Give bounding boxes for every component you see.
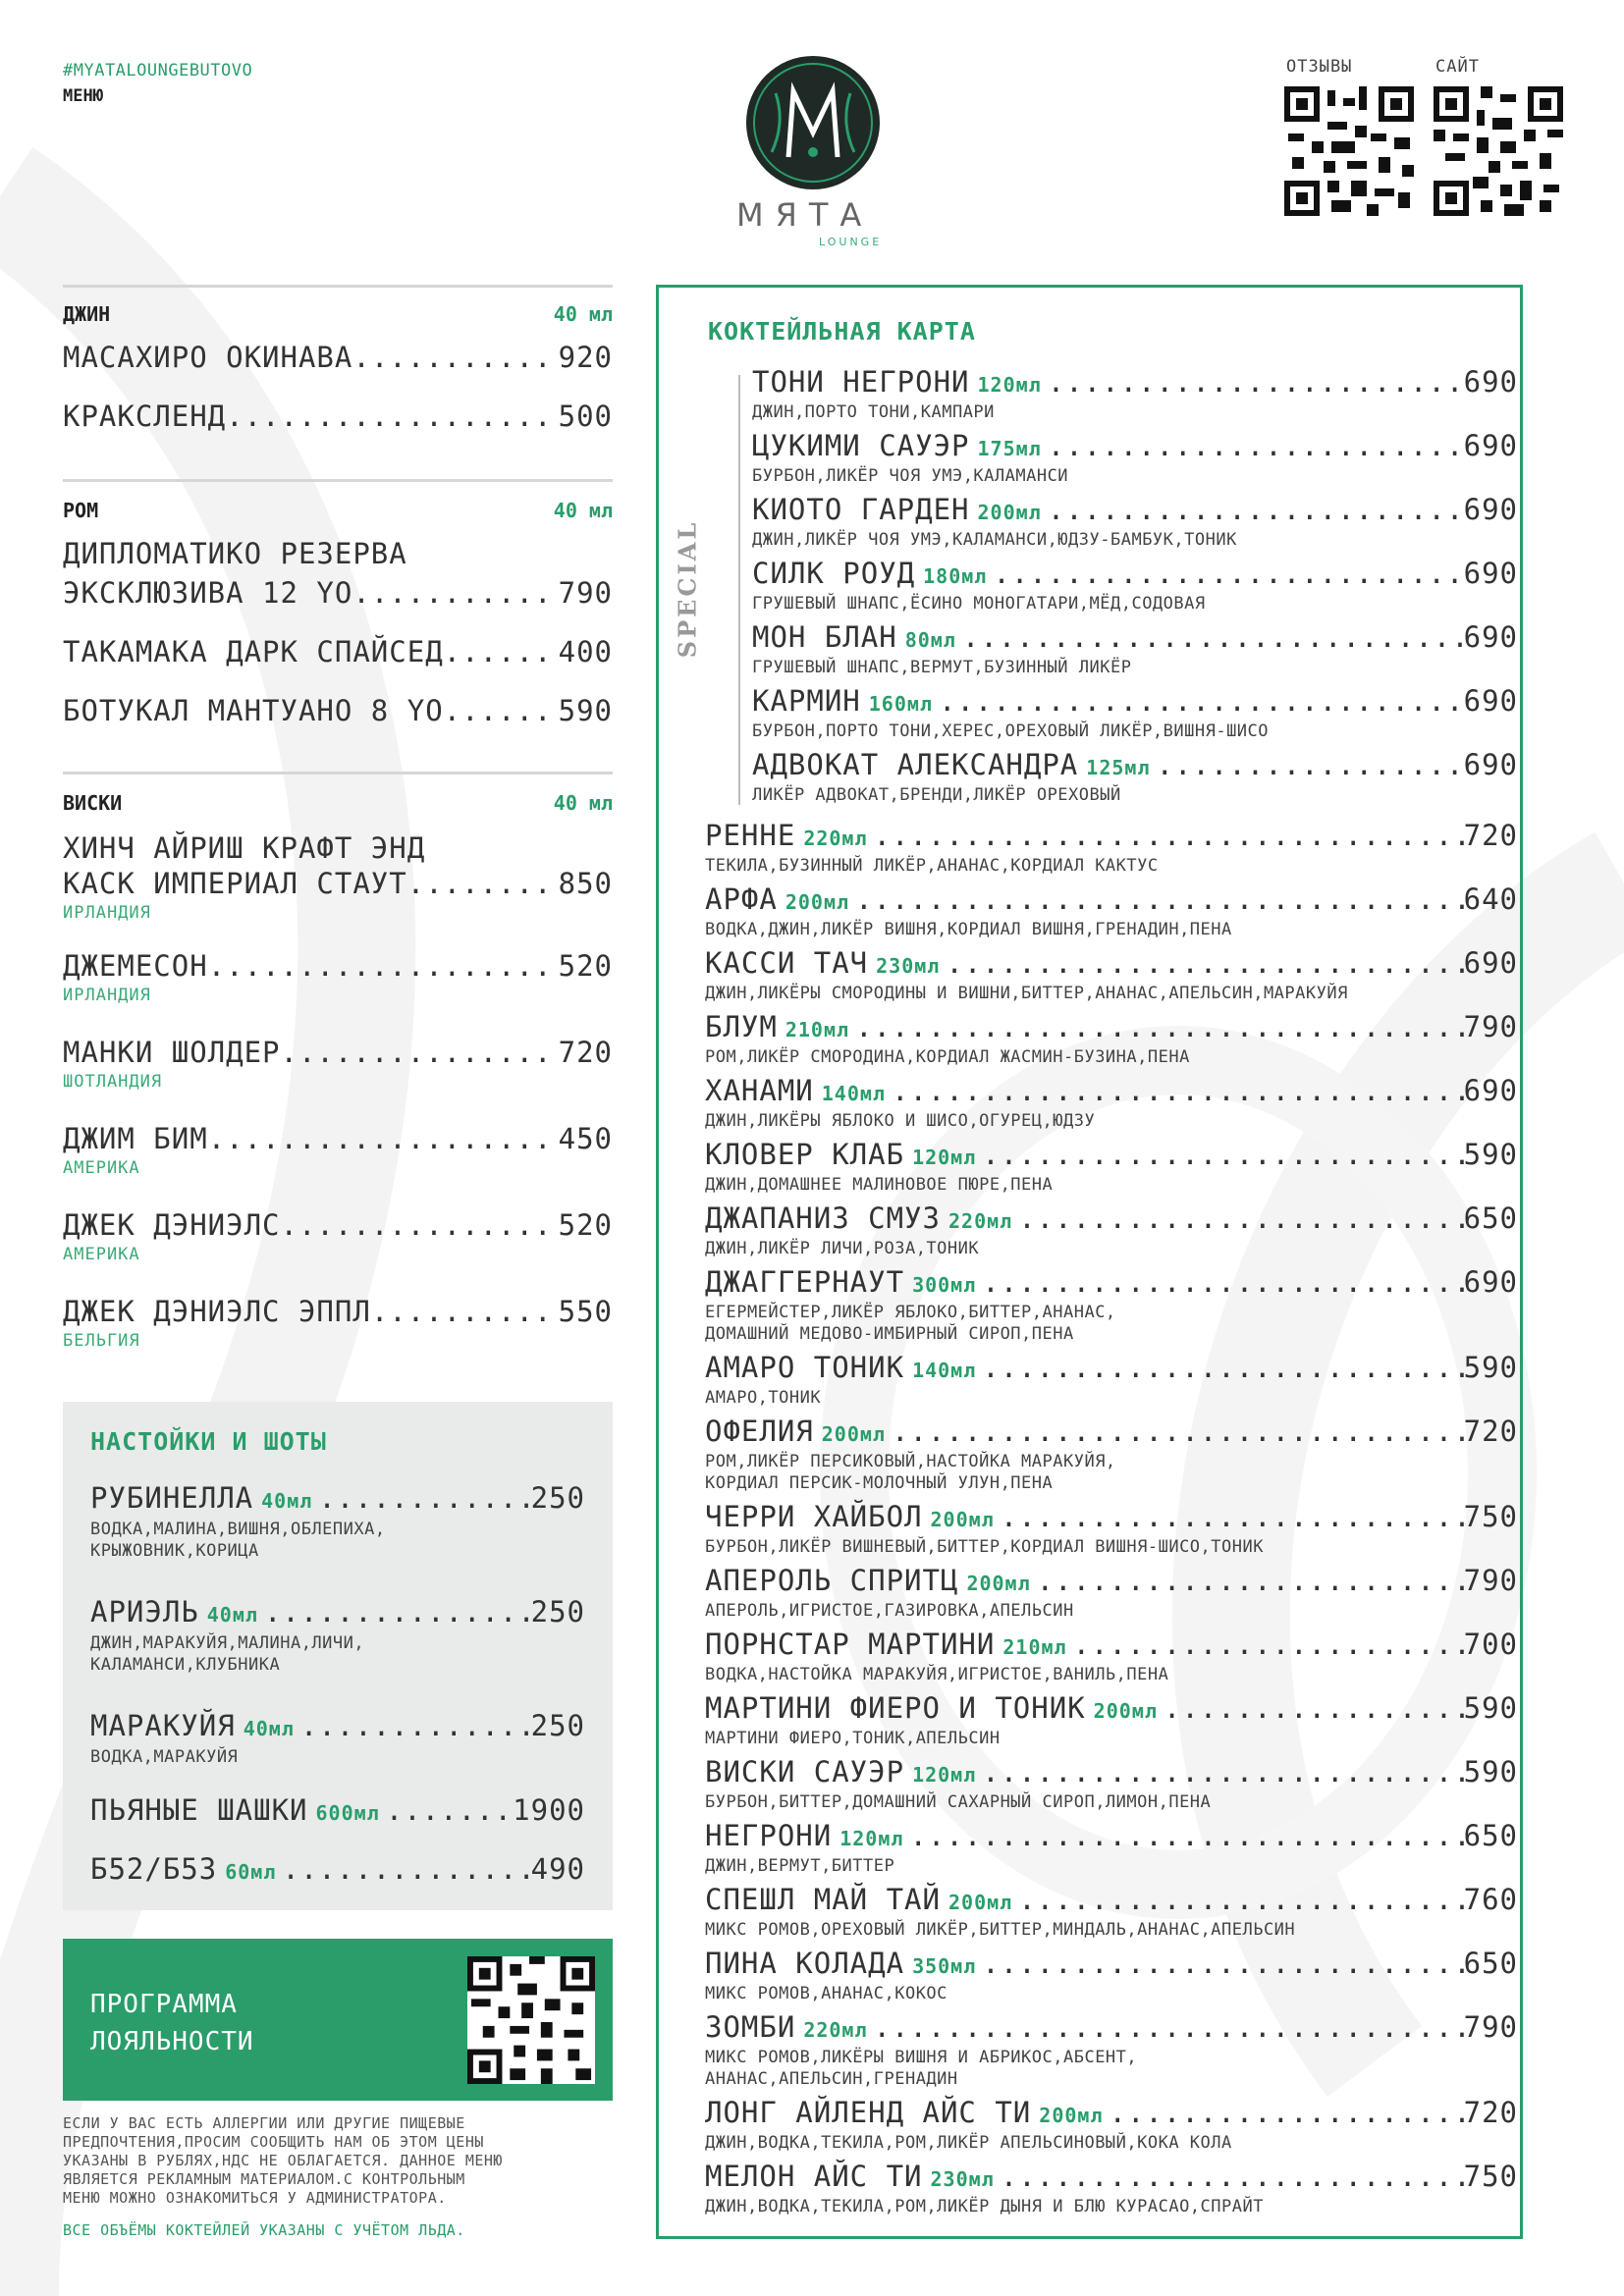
cocktail-item: [705, 1265, 1518, 1345]
price: 590: [1463, 1755, 1518, 1789]
cocktail-ingredients: МАРТИНИ ФИЕРО,ТОНИК,АПЕЛЬСИН: [705, 1729, 1001, 1748]
menu-item: МАНКИ ШОЛДЕР ..... 720 ШОТЛАНДИЯ: [63, 1035, 613, 1092]
cocktail-volume: 175мл: [977, 437, 1042, 460]
cocktail-name: АМАРО ТОНИК: [705, 1351, 905, 1384]
qr-code-loyalty-icon[interactable]: [467, 1956, 595, 2084]
loyalty-line2: ЛОЯЛЬНОСТИ: [90, 2027, 254, 2056]
cocktail-name: АРФА: [705, 882, 778, 916]
cocktail-name: ОФЕЛИЯ: [705, 1415, 814, 1448]
price: 920: [558, 341, 613, 374]
cocktail-name: БЛУМ: [705, 1010, 778, 1043]
cocktail-ingredients: РОМ,ЛИКЁР СМОРОДИНА,КОРДИАЛ ЖАСМИН-БУЗИНА,ПЕНА: [705, 1047, 1190, 1067]
cocktail-ingredients: АМАРО,ТОНИК: [705, 1388, 822, 1408]
cocktail-name: ЧЕРРИ ХАЙБОЛ: [705, 1500, 923, 1533]
cocktail-ingredients: БУРБОН,БИТТЕР,ДОМАШНИЙ САХАРНЫЙ СИРОП,ЛИМОН,ПЕНА: [705, 1792, 1212, 1812]
price: 520: [558, 949, 613, 983]
cocktail-name: ЦУКИМИ САУЭР: [752, 429, 970, 462]
price: 400: [558, 635, 613, 668]
cocktail-item: [705, 1883, 1518, 1941]
price: 690: [1463, 1265, 1518, 1299]
price: 520: [558, 1208, 613, 1242]
price: 490: [530, 1852, 585, 1886]
origin: АМЕРИКА: [63, 1158, 140, 1178]
rum-volume: 40 мл: [553, 499, 613, 522]
cocktail-item: [752, 748, 1518, 806]
loyalty-banner[interactable]: [63, 1939, 613, 2101]
cocktail-item: [705, 819, 1518, 877]
price: 250: [530, 1481, 585, 1515]
price: 1900: [513, 1793, 585, 1827]
price: 850: [558, 867, 613, 900]
cocktail-ingredients: ЛИКЁР АДВОКАТ,БРЕНДИ,ЛИКЁР ОРЕХОВЫЙ: [752, 785, 1121, 805]
cocktail-ingredients: ВОДКА,ДЖИН,ЛИКЁР ВИШНЯ,КОРДИАЛ ВИШНЯ,ГРЕНАДИН,ПЕНА: [705, 920, 1232, 939]
cocktail-name: СИЛК РОУД: [752, 557, 916, 590]
price: 250: [530, 1709, 585, 1742]
cocktail-volume: 200мл: [1039, 2104, 1104, 2127]
cocktail-item: [705, 1351, 1518, 1409]
price: 690: [1463, 429, 1518, 462]
cocktail-name: МОН БЛАН: [752, 620, 897, 654]
rum-header: [63, 499, 613, 522]
cocktail-item: [705, 1628, 1518, 1685]
cocktail-volume: 120мл: [912, 1763, 977, 1787]
cocktail-name: АДВОКАТ АЛЕКСАНДРА: [752, 748, 1079, 781]
price: 690: [1463, 684, 1518, 718]
origin: ШОТЛАНДИЯ: [63, 1072, 163, 1092]
whisky-volume: 40 мл: [553, 791, 613, 815]
cocktail-item: [705, 1415, 1518, 1494]
cocktail-item: [705, 2010, 1518, 2090]
cocktail-name: ЛОНГ АЙЛЕНД АЙС ТИ: [705, 2096, 1032, 2129]
loyalty-line1: ПРОГРАММА: [90, 1990, 238, 2019]
logo-emblem-icon: [744, 54, 882, 191]
cocktail-volume: 210мл: [785, 1018, 850, 1041]
cocktail-volume: 80мл: [904, 628, 956, 652]
rum-title: РОМ: [63, 499, 99, 522]
menu-item: ДЖИМ БИМ ..... 450 АМЕРИКА: [63, 1121, 613, 1178]
price: 700: [1463, 1628, 1518, 1661]
menu-item: МАСАХИРО ОКИНАВА ..... 920: [63, 340, 613, 375]
cocktail-ingredients: МИКС РОМОВ,ОРЕХОВЫЙ ЛИКЁР,БИТТЕР,МИНДАЛЬ,АНАНАС,АПЕЛЬСИН: [705, 1920, 1296, 1940]
cocktail-volume: 120мл: [839, 1827, 904, 1850]
gin-volume: 40 мл: [553, 302, 613, 326]
cocktail-volume: 180мл: [923, 564, 988, 588]
cocktail-name: МЕЛОН АЙС ТИ: [705, 2160, 923, 2193]
cocktail-ingredients: ДЖИН,ЛИКЁРЫ СМОРОДИНЫ И ВИШНИ,БИТТЕР,АНАНАС,АПЕЛЬСИН,МАРАКУЙЯ: [705, 984, 1348, 1003]
qr-reviews-label: ОТЗЫВЫ: [1286, 57, 1353, 77]
gin-title: ДЖИН: [63, 302, 111, 326]
qr-code-reviews-icon[interactable]: [1284, 86, 1414, 216]
cocktail-name: КАРМИН: [752, 684, 861, 718]
whisky-header: [63, 791, 613, 815]
price: 790: [558, 576, 613, 610]
cocktail-item: [705, 1947, 1518, 2004]
cocktail-item: [705, 1500, 1518, 1558]
cocktail-volume: 200мл: [821, 1422, 886, 1446]
price: 690: [1463, 1074, 1518, 1107]
price: 590: [1463, 1351, 1518, 1384]
cocktail-name: РЕННЕ: [705, 819, 796, 852]
price: 650: [1463, 1819, 1518, 1852]
cocktail-name: ВИСКИ САУЭР: [705, 1755, 905, 1789]
price: 760: [1463, 1883, 1518, 1916]
cocktail-ingredients: ТЕКИЛА,БУЗИННЫЙ ЛИКЁР,АНАНАС,КОРДИАЛ КАКТУС: [705, 856, 1159, 876]
cocktail-volume: 200мл: [977, 501, 1042, 524]
menu-item: ХИНЧ АЙРИШ КРАФТ ЭНД КАСК ИМПЕРИАЛ СТАУТ ..... 850 ИРЛАНДИЯ: [63, 830, 613, 923]
special-label: SPECIAL: [673, 519, 702, 659]
special-divider: [738, 375, 740, 805]
cocktail-volume: 210мл: [1002, 1635, 1067, 1659]
price: 590: [1463, 1691, 1518, 1725]
price: 690: [1463, 365, 1518, 399]
cocktail-volume: 220мл: [803, 2018, 868, 2042]
whisky-title: ВИСКИ: [63, 791, 123, 815]
price: 550: [558, 1295, 613, 1328]
cocktail-ingredients: БУРБОН,ЛИКЁР ВИШНЕВЫЙ,БИТТЕР,КОРДИАЛ ВИШНЯ-ШИСО,ТОНИК: [705, 1537, 1264, 1557]
cocktail-ingredients: МИКС РОМОВ,ЛИКЁРЫ ВИШНЯ И АБРИКОС,АБСЕНТ,: [705, 2048, 1138, 2067]
cocktail-ingredients: ДОМАШНИЙ МЕДОВО-ИМБИРНЫЙ СИРОП,ПЕНА: [705, 1324, 1074, 1344]
brand-name: МЯТА: [736, 196, 874, 234]
cocktail-name: НЕГРОНИ: [705, 1819, 833, 1852]
gin-header: [63, 302, 613, 326]
origin: АМЕРИКА: [63, 1245, 140, 1264]
shots-section: [63, 1402, 613, 1910]
cocktails-title: КОКТЕЙЛЬНАЯ КАРТА: [708, 317, 976, 346]
cocktail-name: МАРТИНИ ФИЕРО И ТОНИК: [705, 1691, 1086, 1725]
qr-code-site-icon[interactable]: [1434, 86, 1563, 216]
cocktail-ingredients: ДЖИН,ВОДКА,ТЕКИЛА,РОМ,ЛИКЁР ДЫНЯ И БЛЮ КУРАСАО,СПРАЙТ: [705, 2197, 1264, 2216]
cocktail-item: [705, 946, 1518, 1004]
cocktail-volume: 140мл: [821, 1082, 886, 1105]
cocktail-ingredients: ДЖИН,ВОДКА,ТЕКИЛА,РОМ,ЛИКЁР АПЕЛЬСИНОВЫЙ,КОКА КОЛА: [705, 2133, 1232, 2153]
cocktail-ingredients: КОРДИАЛ ПЕРСИК-МОЛОЧНЫЙ УЛУН,ПЕНА: [705, 1473, 1054, 1493]
cocktail-volume: 220мл: [803, 827, 868, 850]
cocktail-ingredients: АПЕРОЛЬ,ИГРИСТОЕ,ГАЗИРОВКА,АПЕЛЬСИН: [705, 1601, 1074, 1621]
cocktail-volume: 230мл: [876, 954, 941, 978]
price: 450: [558, 1122, 613, 1155]
brand-subtitle: LOUNGE: [819, 236, 883, 248]
divider: [63, 772, 613, 774]
cocktail-volume: 200мл: [947, 1891, 1013, 1914]
cocktail-item: [705, 1201, 1518, 1259]
cocktail-ingredients: ДЖИН,ЛИКЁР ЛИЧИ,РОЗА,ТОНИК: [705, 1239, 980, 1258]
cocktail-volume: 200мл: [930, 1508, 995, 1531]
menu-item: ПЬЯНЫЕ ШАШКИ 600мл ..... 1900: [90, 1792, 585, 1831]
cocktail-ingredients: ЕГЕРМЕЙСТЕР,ЛИКЁР ЯБЛОКО,БИТТЕР,АНАНАС,: [705, 1303, 1116, 1322]
cocktail-volume: 140мл: [912, 1359, 977, 1382]
origin: БЕЛЬГИЯ: [63, 1331, 140, 1351]
cocktail-item: [752, 684, 1518, 742]
cocktail-ingredients: БУРБОН,ПОРТО ТОНИ,ХЕРЕС,ОРЕХОВЫЙ ЛИКЁР,ВИШНЯ-ШИСО: [752, 721, 1270, 741]
price: 750: [1463, 1500, 1518, 1533]
menu-item: АРИЭЛЬ 40мл ..... 250 ДЖИН,МАРАКУЙЯ,МАЛИНА,ЛИЧИ, КАЛАМАНСИ,КЛУБНИКА: [90, 1594, 585, 1676]
qr-site-label: САЙТ: [1435, 57, 1480, 77]
cocktail-ingredients: ДЖИН,ДОМАШНЕЕ МАЛИНОВОЕ ПЮРЕ,ПЕНА: [705, 1175, 1054, 1195]
price: 250: [530, 1595, 585, 1629]
menu-item: РУБИНЕЛЛА 40мл ..... 250 ВОДКА,МАЛИНА,ВИШНЯ,ОБЛЕПИХА, КРЫЖОВНИК,КОРИЦА: [90, 1480, 585, 1562]
cocktail-name: ДЖАГГЕРНАУТ: [705, 1265, 905, 1299]
cocktail-volume: 300мл: [912, 1273, 977, 1297]
price: 720: [1463, 1415, 1518, 1448]
price: 790: [1463, 1564, 1518, 1597]
cocktail-volume: 220мл: [947, 1209, 1013, 1233]
cocktail-ingredients: МИКС РОМОВ,АНАНАС,КОКОС: [705, 1984, 947, 2003]
price: 750: [1463, 2160, 1518, 2193]
cocktail-ingredients: ДЖИН,ЛИКЁРЫ ЯБЛОКО И ШИСО,ОГУРЕЦ,ЮДЗУ: [705, 1111, 1096, 1131]
cocktail-item: [752, 620, 1518, 678]
price: 590: [1463, 1138, 1518, 1171]
origin: ИРЛАНДИЯ: [63, 903, 151, 923]
menu-item: Б52/Б53 60мл ..... 490: [90, 1851, 585, 1890]
cocktail-item: [752, 365, 1518, 423]
price: 640: [1463, 882, 1518, 916]
menu-item: МАРАКУЙЯ 40мл ..... 250 ВОДКА,МАРАКУЙЯ: [90, 1708, 585, 1768]
cocktail-ingredients: ДЖИН,ПОРТО ТОНИ,КАМПАРИ: [752, 402, 995, 422]
price: 790: [1463, 1010, 1518, 1043]
cocktail-item: [705, 1819, 1518, 1877]
cocktail-ingredients: ДЖИН,ЛИКЁР ЧОЯ УМЭ,КАЛАМАНСИ,ЮДЗУ-БАМБУК,ТОНИК: [752, 530, 1237, 550]
origin: ИРЛАНДИЯ: [63, 986, 151, 1005]
cocktail-item: [705, 2096, 1518, 2154]
price: 790: [1463, 2010, 1518, 2044]
cocktail-ingredients: АНАНАС,АПЕЛЬСИН,ГРЕНАДИН: [705, 2069, 958, 2089]
price: 590: [558, 694, 613, 727]
cocktail-ingredients: БУРБОН,ЛИКЁР ЧОЯ УМЭ,КАЛАМАНСИ: [752, 466, 1069, 486]
cocktail-volume: 120мл: [977, 373, 1042, 397]
cocktail-item: [705, 1138, 1518, 1196]
cocktail-name: ТОНИ НЕГРОНИ: [752, 365, 970, 399]
price: 690: [1463, 620, 1518, 654]
menu-title: МЕНЮ: [63, 86, 103, 106]
price: 500: [558, 400, 613, 433]
menu-item: ДИПЛОМАТИКО РЕЗЕРВА ЭКСКЛЮЗИВА 12 YO ..... 790: [63, 536, 613, 611]
cocktail-name: ЗОМБИ: [705, 2010, 796, 2044]
cocktail-name: ПИНА КОЛАДА: [705, 1947, 905, 1980]
cocktail-name: ХАНАМИ: [705, 1074, 814, 1107]
hashtag: #MYATALOUNGEBUTOVO: [63, 61, 253, 80]
cocktail-name: КАССИ ТАЧ: [705, 946, 869, 980]
cocktail-item: [752, 557, 1518, 614]
cocktail-volume: 230мл: [930, 2167, 995, 2191]
menu-item: ДЖЕК ДЭНИЭЛС ЭППЛ ..... 550 БЕЛЬГИЯ: [63, 1294, 613, 1351]
cocktail-item: [705, 1691, 1518, 1749]
cocktail-item: [752, 493, 1518, 551]
cocktail-volume: 160мл: [868, 692, 933, 716]
price: 650: [1463, 1201, 1518, 1235]
cocktail-ingredients: РОМ,ЛИКЁР ПЕРСИКОВЫЙ,НАСТОЙКА МАРАКУЙЯ,: [705, 1452, 1116, 1471]
cocktail-item: [705, 1755, 1518, 1813]
price: 690: [1463, 748, 1518, 781]
price: 650: [1463, 1947, 1518, 1980]
price: 720: [1463, 2096, 1518, 2129]
cocktail-item: [705, 1074, 1518, 1132]
menu-item: БОТУКАЛ МАНТУАНО 8 YO ..... 590: [63, 693, 613, 728]
cocktail-volume: 200мл: [966, 1572, 1031, 1595]
allergy-note: ЕСЛИ У ВАС ЕСТЬ АЛЛЕРГИИ ИЛИ ДРУГИЕ ПИЩЕВЫЕ ПРЕДПОЧТЕНИЯ,ПРОСИМ СООБЩИТЬ НАМ ОБ ЭТОМ ЦЕНЫ УКАЗАНЫ В РУБЛЯХ,НДС НЕ ОБЛАГАЕТСЯ. ДАННОЕ МЕНЮ ЯВЛЯЕТСЯ РЕКЛАМНЫМ МАТЕРИАЛОМ.С КОНТРОЛЬНЫМ МЕНЮ МОЖНО ОЗНАКОМИТЬСЯ У АДМИНИСТРАТОРА.: [63, 2114, 503, 2207]
price: 720: [1463, 819, 1518, 852]
shots-title: НАСТОЙКИ И ШОТЫ: [90, 1427, 327, 1456]
divider: [63, 479, 613, 482]
cocktail-volume: 200мл: [1093, 1699, 1158, 1723]
menu-item: КРАКСЛЕНД ..... 500: [63, 399, 613, 434]
menu-item: ДЖЕМЕСОН ..... 520 ИРЛАНДИЯ: [63, 948, 613, 1005]
cocktail-name: КИОТО ГАРДЕН: [752, 493, 970, 526]
cocktail-ingredients: ВОДКА,НАСТОЙКА МАРАКУЙЯ,ИГРИСТОЕ,ВАНИЛЬ,ПЕНА: [705, 1665, 1169, 1684]
cocktail-ingredients: ГРУШЕВЫЙ ШНАПС,ВЕРМУТ,БУЗИННЫЙ ЛИКЁР: [752, 658, 1132, 677]
cocktail-name: АПЕРОЛЬ СПРИТЦ: [705, 1564, 959, 1597]
price: 720: [558, 1036, 613, 1069]
cocktail-item: [705, 2160, 1518, 2217]
cocktail-ingredients: ДЖИН,ВЕРМУТ,БИТТЕР: [705, 1856, 895, 1876]
menu-item: ДЖЕК ДЭНИЭЛС ..... 520 АМЕРИКА: [63, 1207, 613, 1264]
price: 690: [1463, 946, 1518, 980]
cocktail-volume: 200мл: [785, 890, 850, 914]
price: 690: [1463, 493, 1518, 526]
ice-note: ВСЕ ОБЪЁМЫ КОКТЕЙЛЕЙ УКАЗАНЫ С УЧЁТОМ ЛЬДА.: [63, 2221, 465, 2239]
menu-item: ТАКАМАКА ДАРК СПАЙСЕД ..... 400: [63, 634, 613, 669]
divider: [63, 285, 613, 288]
cocktail-name: СПЕШЛ МАЙ ТАЙ: [705, 1883, 941, 1916]
cocktail-volume: 350мл: [912, 1954, 977, 1978]
cocktail-ingredients: ГРУШЕВЫЙ ШНАПС,ЁСИНО МОНОГАТАРИ,МЁД,СОДОВАЯ: [752, 594, 1206, 614]
cocktail-item: [705, 1564, 1518, 1622]
cocktail-volume: 125мл: [1086, 756, 1151, 779]
price: 690: [1463, 557, 1518, 590]
cocktail-volume: 120мл: [912, 1146, 977, 1169]
cocktail-name: ПОРНСТАР МАРТИНИ: [705, 1628, 996, 1661]
cocktail-item: [705, 882, 1518, 940]
cocktail-name: КЛОВЕР КЛАБ: [705, 1138, 905, 1171]
cocktail-name: ДЖАПАНИЗ СМУЗ: [705, 1201, 941, 1235]
cocktail-item: [705, 1010, 1518, 1068]
cocktail-item: [752, 429, 1518, 487]
